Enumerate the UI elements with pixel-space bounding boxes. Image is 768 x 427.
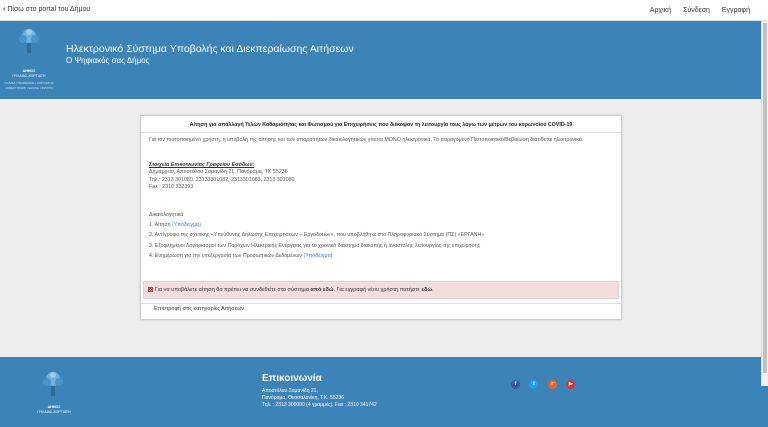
- template-link[interactable]: (Υπόδειγμα): [172, 222, 201, 229]
- documents-list: [149, 210, 484, 261]
- login-here-link[interactable]: από εδώ: [310, 287, 334, 293]
- alert-text-part3: .: [431, 287, 434, 293]
- vertical-scrollbar[interactable]: [761, 21, 768, 386]
- application-title: Αίτηση για απαλλαγή Τελών Καθαριότητας και Φωτισμού για Επιχειρήσεις που διέκοψαν τη λειτουργία τους λόγω των μέτρων του κορωνοϊού COVID-19: [189, 122, 573, 128]
- documents-heading: Δικαιολογητικά: [149, 212, 184, 218]
- contact-fax: Fax : 2310 332393: [149, 183, 194, 190]
- back-to-portal-label: Πίσω στο portal του Δήμου: [7, 6, 91, 13]
- logo-subtext: ΠΥΛΑΙΑ | ΠΑΝΟΡΑΜΑ | ΧΟΡΤΙΑΤΗΣ ΑΣΒΕΣΤΟΧΩΡΙ | ΕΞΟΧΗ | ΦΙΛΥΡΟ: [4, 81, 54, 90]
- document-item-text: 1. Αίτηση: [149, 222, 173, 229]
- contact-info: [149, 162, 294, 191]
- footer-logo-name-line2: ΠΥΛΑΙΑΣ-ΧΟΡΤΙΑΤΗ: [37, 410, 71, 414]
- login-link[interactable]: Σύνδεση: [683, 7, 710, 14]
- contact-phone: Τηλ.: 2313 301080, 23133301082, 2313301083, 2313 301080: [149, 176, 295, 183]
- alert-text-part1: Για να υποβάλετε αίτηση θα πρέπει να συνδεθείτε στο σύστημα: [155, 287, 311, 293]
- footer-logo-name-line1: ΔΗΜΟΣ: [47, 405, 61, 409]
- document-item-text: 2. Αντίγραφο της σχετικής «Υπεύθυνης Δήλωσης Επιχειρήσεων – Εργοδοτών», που υποβλήθηκε στο Πληροφοριακό Σύστημα (ΠΣ) «ΕΡΓΑΝΗ»: [149, 232, 485, 239]
- document-item: [149, 241, 484, 251]
- youtube-icon[interactable]: ▶: [566, 380, 575, 389]
- top-links: [640, 7, 750, 14]
- logo-name-line1: ΔΗΜΟΣ: [22, 69, 36, 73]
- close-square-icon: ✕: [148, 287, 153, 293]
- return-to-categories-link[interactable]: Επιστροφή στις κατηγορίες Αιτήσεων: [154, 306, 245, 312]
- twitter-icon[interactable]: t: [529, 380, 538, 389]
- tree-logo-icon: [40, 371, 66, 397]
- contact-heading: Στοιχεία Επικοινωνίας Γραφείου Εσόδων:: [149, 162, 255, 168]
- facebook-icon[interactable]: f: [511, 380, 520, 389]
- document-item: [149, 230, 484, 240]
- document-item-text: 4. Ενημέρωση για την επεξεργασία των Προσωπικών Δεδομένων: [149, 252, 304, 259]
- footer-contact-title: Επικοινωνία: [262, 373, 322, 384]
- top-bar: [0, 0, 768, 21]
- site-header: [0, 21, 768, 99]
- template-link[interactable]: (Υπόδειγμα): [303, 252, 333, 259]
- footer-address-line: Τηλ. : 2313 300000 (4 γραμμές), Fax : 2310 341742: [262, 402, 377, 409]
- logo-name-line2: ΠΥΛΑΙΑΣ-ΧΟΡΤΙΑΤΗ: [12, 74, 46, 78]
- register-link[interactable]: Εγγραφή: [721, 7, 750, 14]
- document-item: [149, 251, 484, 261]
- footer-logo: [34, 369, 74, 419]
- footer-address: [262, 388, 377, 410]
- home-link[interactable]: Αρχική: [649, 7, 672, 14]
- site-title[interactable]: Ηλεκτρονικό Σύστημα Υποβολής και Διεκπεραίωσης Αιτήσεων: [66, 43, 354, 55]
- title-divider: [141, 132, 621, 133]
- intro-text: Για τον πιστοποιημένο χρήστη, η υποβολή της αίτησης και των απαραίτητων δικαιολογητικών γίνεται ΜΟΝΟ ηλεκτρονικά. Το παραγόμενο Πιστοποιητικό/Βεβαίωση διατίθεται ηλεκτρονικά.: [149, 137, 584, 143]
- document-item: [149, 220, 484, 230]
- return-divider: [141, 303, 621, 304]
- site-subtitle: Ο Ψηφιακός σας Δήμος: [66, 56, 150, 65]
- register-here-link[interactable]: εδώ: [421, 287, 432, 293]
- social-links: [511, 372, 580, 390]
- scrollbar-thumb[interactable]: [763, 23, 767, 373]
- tree-logo-icon: [16, 28, 42, 54]
- rss-icon[interactable]: r: [548, 380, 557, 389]
- alert-text-part2: . Για εγγραφή νέου χρήστη πατήστε: [333, 287, 422, 293]
- footer-address-line: Πανόραμα, Θεσσαλονίκη, Τ.Κ. 55236: [262, 395, 344, 402]
- chevron-left-icon: ‹: [3, 6, 6, 13]
- back-to-portal-link[interactable]: [3, 6, 90, 13]
- login-alert: [143, 281, 619, 299]
- municipality-logo[interactable]: [4, 25, 54, 95]
- contact-address: Δημαρχείο, Αποστόλου Σαμανίδη 21, Πανόραμα, ΤΚ 55236: [149, 169, 288, 176]
- document-item-text: 3. Εξοφλημένοι Λογαριασμοί των Παρόχων Ηλεκτρικής Ενέργειας για το χρονικό διάστημα διακοπής ή αναστολής λειτουργίας της επιχείρησης: [149, 242, 481, 249]
- site-footer: [0, 357, 768, 427]
- footer-address-line: Αποστόλου Σαμανίδη 21,: [262, 388, 318, 394]
- application-panel: [140, 115, 622, 320]
